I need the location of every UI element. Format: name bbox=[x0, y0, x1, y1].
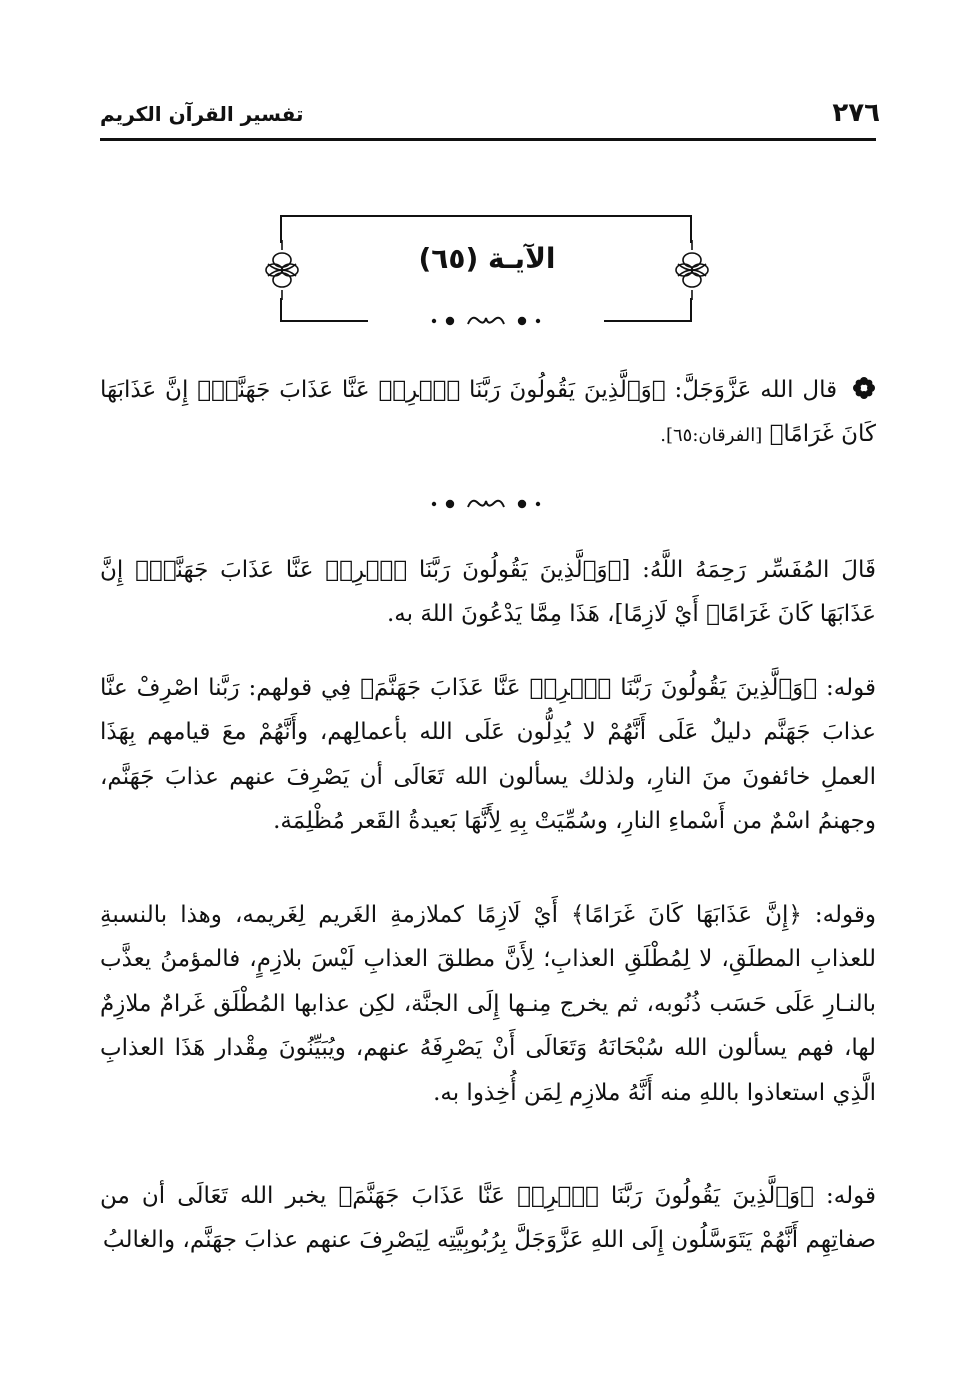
heading-frame-base-left bbox=[280, 320, 368, 322]
verse-text: ﴿وَٱلَّذِينَ يَقُولُونَ رَبَّنَا ٱصۡرِفۡ عَنَّا عَذَابَ جَهَنَّمَۖ إِنَّ عَذَابَهَا كَانَ غَرَامًا﴾ bbox=[100, 377, 876, 448]
commentary-paragraph: وقوله: ﴿إِنَّ عَذَابَهَا كَانَ غَرَامًا﴾ أَيْ لَازِمًا كملازمةِ الغَريم لِغَريمه، وهذا بالنسبةِ للعذابِ المطلَقِ، لا لِمُطْلَقِ العذابِ؛ لِأَنَّ مطلقَ العذابِ لَيْسَ بلازِمٍ، فالمؤمنُ يعذَّب بالنـارِ عَلَى حَسَب ذُنُوبه، ثم يخرج مِنـها إِلَى الجنَّة، لكِن عذابها المُطْلَق غَرامٌ ملازِمٌ لها، فهم يسألون الله سُبْحَانَهُ وَتَعَالَى أَنْ يَصْرِفَهُ عنهم، ويُبَيِّنُونَ مِقْدار هَذَا العذابِ الَّذِي استعاذوا باللهِ منه أَنَّهُ ملازِم لِمَن أُخِذوا به. bbox=[100, 902, 876, 1106]
divider-ornament-icon bbox=[426, 310, 546, 332]
heading-frame-top bbox=[280, 215, 692, 217]
divider-ornament-icon bbox=[426, 493, 546, 515]
ayah-heading: الآيـة (٦٥) bbox=[418, 242, 556, 275]
page-number: ٢٧٦ bbox=[832, 98, 880, 128]
verse-block bbox=[100, 368, 876, 457]
heading-frame-corner-left bbox=[280, 215, 282, 243]
knot-ornament-icon bbox=[262, 240, 302, 300]
commentary-paragraph: قوله: ﴿وَٱلَّذِينَ يَقُولُونَ رَبَّنَا ٱصۡرِفۡ عَنَّا عَذَابَ جَهَنَّمَ﴾ يخبر الله تَعَالَى أن من صفاتِهِم أَنَّهُمْ يَتَوَسَّلُون إِلَى اللهِ عَزَّوَجَلَّ بِرُبُوبِيَّتِه لِيَصْرِفَ عنهم عذابَ جهَنَّم، والغالبُ bbox=[100, 1183, 876, 1254]
flower-icon bbox=[852, 376, 876, 400]
heading-frame-bottom-left bbox=[280, 298, 282, 322]
commentary-paragraph: قوله: ﴿وَٱلَّذِينَ يَقُولُونَ رَبَّنَا ٱصۡرِفۡ عَنَّا عَذَابَ جَهَنَّمَ﴾ فِي قولهم: رَبَّنا اصْرِفْ عنَّا عذابَ جَهَنَّم دليلٌ عَلَى أَنَّهُمْ لا يُدِلُّون عَلَى الله بأعمالِهم، وأَنَّهُمْ معَ قيامهم بِهَذَا العملِ خائفونَ منَ النارِ، ولذلك يسألون الله تَعَالَى أن يَصْرِفَ عنهم عذابَ جَهَنَّم، وجهنمُ اسْمٌ من أَسْماءِ النارِ، وسُمِّيَتْ بِهِ لِأَنَّهَا بَعيدةُ القَعر مُظْلِمَة. bbox=[100, 675, 876, 835]
knot-ornament-icon bbox=[672, 240, 712, 300]
heading-frame-bottom-right bbox=[690, 298, 692, 322]
verse-intro: قال الله عَزَّوَجَلَّ: bbox=[674, 377, 838, 403]
heading-frame-base-right bbox=[604, 320, 692, 322]
header-rule bbox=[100, 138, 876, 141]
commentary-paragraph: قَالَ المُفَسِّر رَحِمَهُ اللَّهُ: [﴿وَٱلَّذِينَ يَقُولُونَ رَبَّنَا ٱصۡرِفۡ عَنَّا عَذَابَ جَهَنَّمَۖ إِنَّ عَذَابَهَا كَانَ غَرَامًا﴾ أَيْ لَازِمًا]، هَذَا مِمَّا يَدْعُونَ اللهَ به. bbox=[100, 557, 876, 628]
verse-reference: [الفرقان:٦٥]. bbox=[660, 425, 763, 447]
heading-frame-corner-right bbox=[690, 215, 692, 243]
book-title: تفسير القرآن الكريم bbox=[100, 102, 304, 126]
